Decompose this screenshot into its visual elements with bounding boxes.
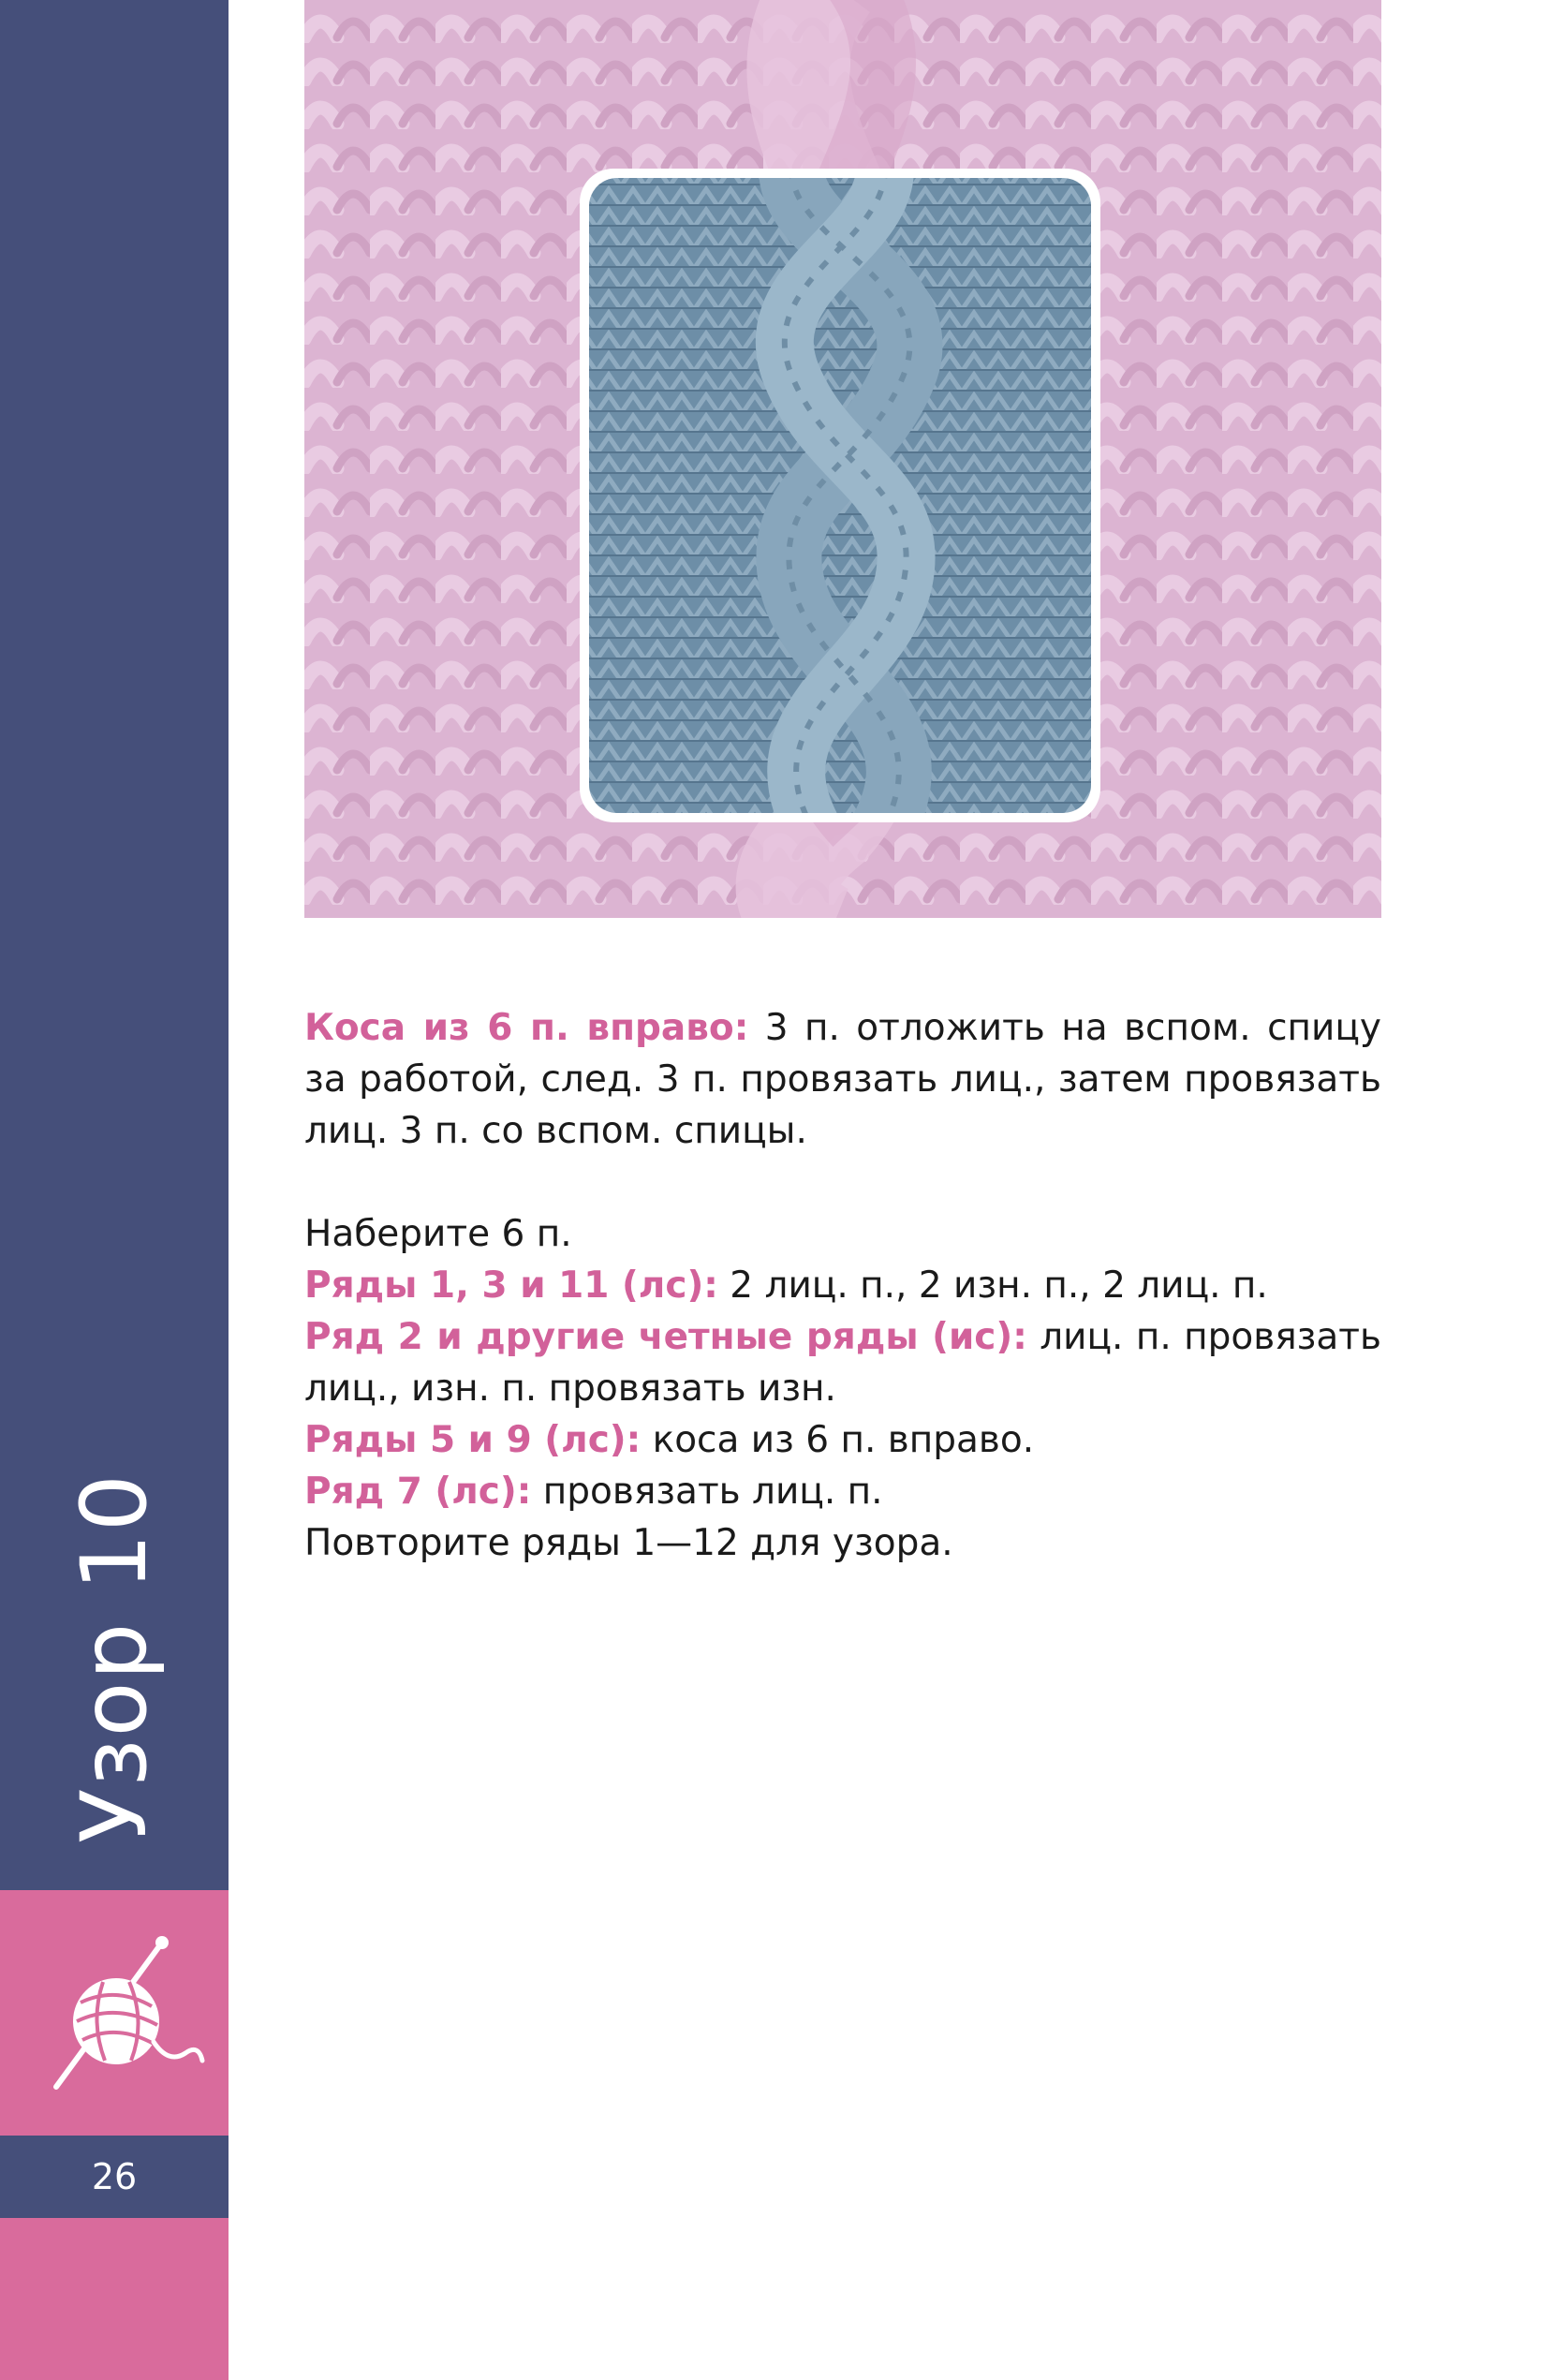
yarn-ball-icon: [49, 1929, 208, 2093]
repeat-line: Повторите ряды 1—12 для узора.: [304, 1522, 953, 1564]
pattern-title: Узор 10: [62, 1472, 167, 1843]
row-text: 2 лиц. п., 2 изн. п., 2 лиц. п.: [717, 1264, 1268, 1307]
row-text: лиц. п. провязать лиц., изн. п. провязать изн.: [304, 1316, 1381, 1410]
row-label: Ряды 1, 3 и 11 (лс):: [304, 1264, 718, 1307]
cast-on-line: Наберите 6 п.: [304, 1213, 572, 1255]
sidebar-title-band: [0, 0, 229, 1890]
knitting-photo: [304, 0, 1381, 918]
cable-definition: [304, 1002, 1381, 1157]
row-text: провязать лиц. п.: [531, 1471, 883, 1513]
page-number: 26: [0, 2136, 229, 2218]
row-instruction: [304, 1466, 1381, 1517]
row-text: коса из 6 п. вправо.: [641, 1419, 1035, 1461]
row-label: Ряды 5 и 9 (лс):: [304, 1419, 642, 1461]
cable-definition-text: 3 п. отложить на вспом. спицу за работой, след. 3 п. провязать лиц., затем провязать лиц. 3 п. со вспом. спицы.: [304, 1007, 1382, 1152]
sidebar-footer-band: [0, 2218, 229, 2380]
row-label: Ряд 7 (лс):: [304, 1471, 532, 1513]
row-instruction: [304, 1260, 1381, 1311]
row-instruction: [304, 1414, 1381, 1466]
cable-definition-label: Коса из 6 п. вправо:: [304, 1007, 749, 1049]
sidebar-logo-band: [0, 1890, 229, 2136]
row-instruction: [304, 1311, 1381, 1414]
pattern-instructions: [304, 1002, 1381, 1569]
row-label: Ряд 2 и другие четные ряды (ис):: [304, 1316, 1027, 1358]
